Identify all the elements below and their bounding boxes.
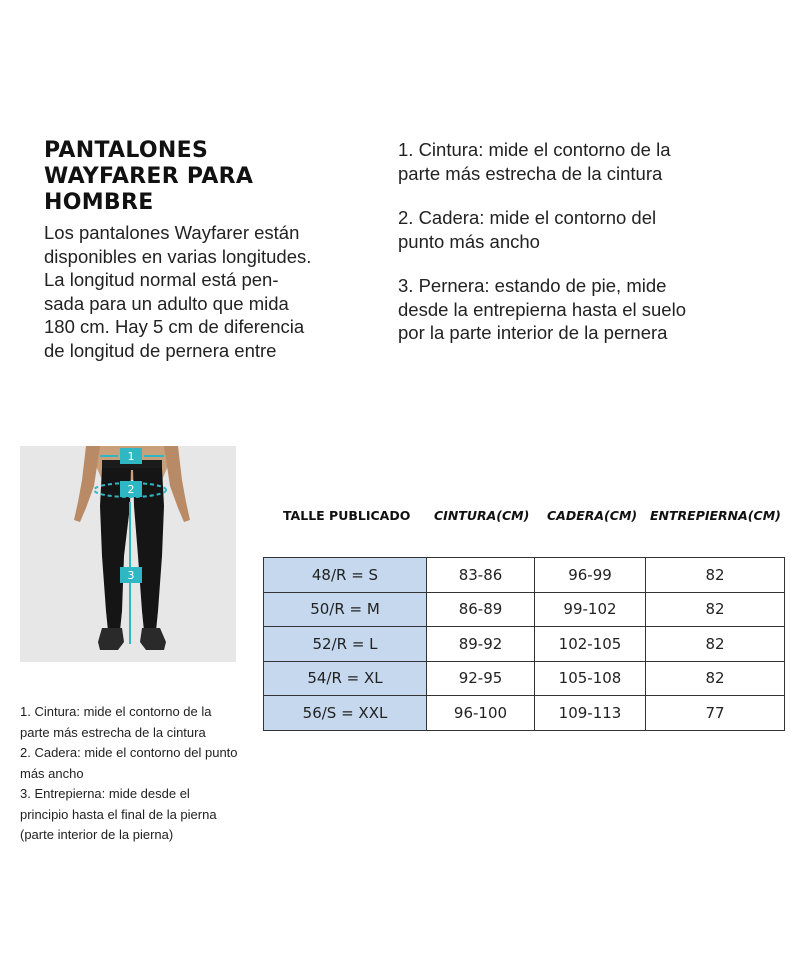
header-hip: CADERA(CM)	[547, 508, 638, 523]
note-line: 3. Entrepierna: mide desde el	[20, 786, 190, 801]
waist-cell: 92-95	[427, 661, 535, 696]
size-table	[263, 557, 785, 731]
table-row	[264, 696, 785, 731]
title-line: HOMBRE	[44, 190, 154, 215]
inseam-cell: 82	[646, 627, 785, 662]
note-line: 2. Cadera: mide el contorno del punto	[20, 745, 238, 760]
inseam-cell: 77	[646, 696, 785, 731]
size-cell: 56/S = XXL	[264, 696, 427, 731]
instruction-inseam	[398, 274, 778, 345]
size-cell: 50/R = M	[264, 592, 427, 627]
waist-cell: 96-100	[427, 696, 535, 731]
intro-line: de longitud de pernera entre	[44, 339, 277, 361]
inseam-cell: 82	[646, 592, 785, 627]
title-line: WAYFARER PARA	[44, 164, 254, 189]
table-row	[264, 558, 785, 593]
size-cell: 52/R = L	[264, 627, 427, 662]
intro-line: sada para un adulto que mida	[44, 292, 289, 314]
note-line: principio hasta el final de la pierna	[20, 806, 217, 822]
waist-cell: 86-89	[427, 592, 535, 627]
note-line: 1. Cintura: mide el contorno de la	[20, 704, 212, 719]
intro-line: disponibles en varias longitudes.	[44, 245, 312, 267]
waist-cell: 89-92	[427, 627, 535, 662]
inseam-cell: 82	[646, 661, 785, 696]
instruction-line: desde la entrepierna hasta el suelo	[398, 298, 686, 320]
note-line: (parte interior de la pierna)	[20, 827, 174, 842]
header-size: TALLE PUBLICADO	[283, 508, 411, 523]
instruction-line: por la parte interior de la pernera	[398, 322, 668, 343]
hip-cell: 96-99	[535, 558, 646, 593]
intro-line: 180 cm. Hay 5 cm de diferencia	[44, 316, 305, 337]
table-row	[264, 627, 785, 662]
hip-cell: 109-113	[535, 696, 646, 731]
hip-cell: 99-102	[535, 592, 646, 627]
intro-paragraph	[44, 221, 364, 362]
instruction-line: punto más ancho	[398, 230, 540, 252]
waist-marker-label: 1	[127, 450, 135, 463]
instruction-line: 3. Pernera: estando de pie, mide	[398, 275, 667, 296]
left-shoe-shape	[98, 628, 124, 650]
inseam-cell: 82	[646, 558, 785, 593]
header-inseam: ENTREPIERNA(CM)	[650, 508, 781, 523]
note-line: parte más estrecha de la cintura	[20, 724, 206, 740]
header-waist: CINTURA(CM)	[434, 508, 530, 523]
page-title	[44, 138, 364, 216]
hip-cell: 102-105	[535, 627, 646, 662]
hip-cell: 105-108	[535, 661, 646, 696]
waist-cell: 83-86	[427, 558, 535, 593]
body-measurement-illustration	[20, 446, 236, 662]
instruction-line: parte más estrecha de la cintura	[398, 162, 663, 184]
inseam-marker-label: 3	[127, 569, 135, 582]
instruction-hip	[398, 206, 778, 253]
measurement-notes	[20, 702, 270, 846]
note-line: más ancho	[20, 765, 84, 781]
title-line: PANTALONES	[44, 138, 209, 163]
table-row	[264, 661, 785, 696]
table-row	[264, 592, 785, 627]
size-cell: 54/R = XL	[264, 661, 427, 696]
instruction-line: 2. Cadera: mide el contorno del	[398, 207, 657, 228]
instruction-waist	[398, 138, 778, 185]
hip-marker-label: 2	[127, 483, 135, 496]
intro-line: La longitud normal está pen-	[44, 269, 279, 290]
size-cell: 48/R = S	[264, 558, 427, 593]
intro-line: Los pantalones Wayfarer están	[44, 222, 300, 243]
instruction-line: 1. Cintura: mide el contorno de la	[398, 139, 671, 160]
measurement-figure	[20, 446, 236, 662]
measurement-instructions	[398, 138, 778, 366]
